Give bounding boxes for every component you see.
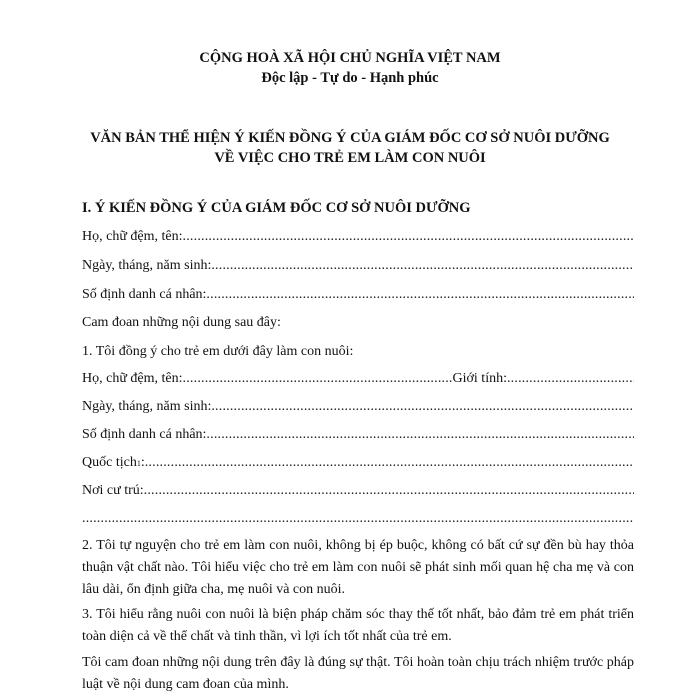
director-id-label: Số định danh cá nhân:	[82, 287, 207, 302]
fill-line	[206, 427, 634, 443]
fill-line	[206, 287, 634, 303]
item-3: 3. Tôi hiểu rằng nuôi con nuôi là biện pháp chăm sóc thay thế tốt nhất, bảo đảm trẻ em phát triển toàn diện cả về thể chất và tinh thần, vì lợi ích tốt nhất của trẻ em.	[82, 607, 634, 644]
child-id-field[interactable]	[82, 427, 634, 443]
child-nationality-label: Quốc tịch	[82, 455, 137, 470]
director-dob-field[interactable]	[82, 258, 634, 274]
child-dob-field[interactable]	[82, 399, 634, 415]
child-name-field[interactable]	[82, 371, 634, 387]
fill-line	[82, 511, 634, 527]
child-residence-label: Nơi cư trú:	[82, 483, 144, 498]
fill-line	[145, 455, 634, 471]
closing-statement: Tôi cam đoan những nội dung trên đây là đúng sự thật. Tôi hoàn toàn chịu trách nhiệm trước pháp luật về nội dung cam đoan của mình.	[82, 655, 634, 692]
child-dob-label: Ngày, tháng, năm sinh:	[82, 399, 212, 414]
child-nationality-field[interactable]	[82, 455, 634, 471]
country-name: CỘNG HOÀ XÃ HỘI CHỦ NGHĨA VIỆT NAM	[199, 50, 501, 66]
label-colon: :	[140, 455, 145, 470]
commit-intro: Cam đoan những nội dung sau đây:	[82, 315, 281, 330]
director-id-field[interactable]	[82, 287, 634, 303]
child-name-label: Họ, chữ đệm, tên:	[82, 371, 183, 386]
document-title-line1: VĂN BẢN THỂ HIỆN Ý KIẾN ĐỒNG Ý CỦA GIÁM ĐỐC CƠ SỞ NUÔI DƯỠNG	[90, 130, 610, 146]
document-title-line2: VỀ VIỆC CHO TRẺ EM LÀM CON NUÔI	[214, 150, 486, 166]
fill-line	[144, 483, 634, 499]
child-residence-continued[interactable]	[82, 511, 634, 527]
child-residence-field[interactable]	[82, 483, 634, 499]
item-1: 1. Tôi đồng ý cho trẻ em dưới đây làm con nuôi:	[82, 344, 354, 359]
director-dob-label: Ngày, tháng, năm sinh:	[82, 258, 212, 273]
fill-line	[183, 229, 634, 245]
child-id-label: Số định danh cá nhân:	[82, 427, 207, 442]
footnote-marker: 1	[136, 459, 141, 468]
national-motto: Độc lập - Tự do - Hạnh phúc	[261, 70, 439, 86]
fill-line	[183, 371, 453, 387]
director-name-field[interactable]	[82, 229, 634, 245]
child-gender-label: Giới tính:	[452, 371, 507, 386]
fill-line	[211, 258, 634, 274]
director-name-label: Họ, chữ đệm, tên:	[82, 229, 183, 244]
fill-line	[211, 399, 634, 415]
section-heading: I. Ý KIẾN ĐỒNG Ý CỦA GIÁM ĐỐC CƠ SỞ NUÔI DƯỠNG	[82, 200, 471, 216]
item-2: 2. Tôi tự nguyện cho trẻ em làm con nuôi, không bị ép buộc, không có bất cứ sự đền bù hay thỏa thuận vật chất nào. Tôi hiểu việc cho trẻ em làm con nuôi sẽ phát sinh mối quan hệ cha mẹ và con lâu dài, ổn định giữa cha, mẹ nuôi và con nuôi.	[82, 538, 634, 597]
fill-line	[507, 371, 634, 387]
